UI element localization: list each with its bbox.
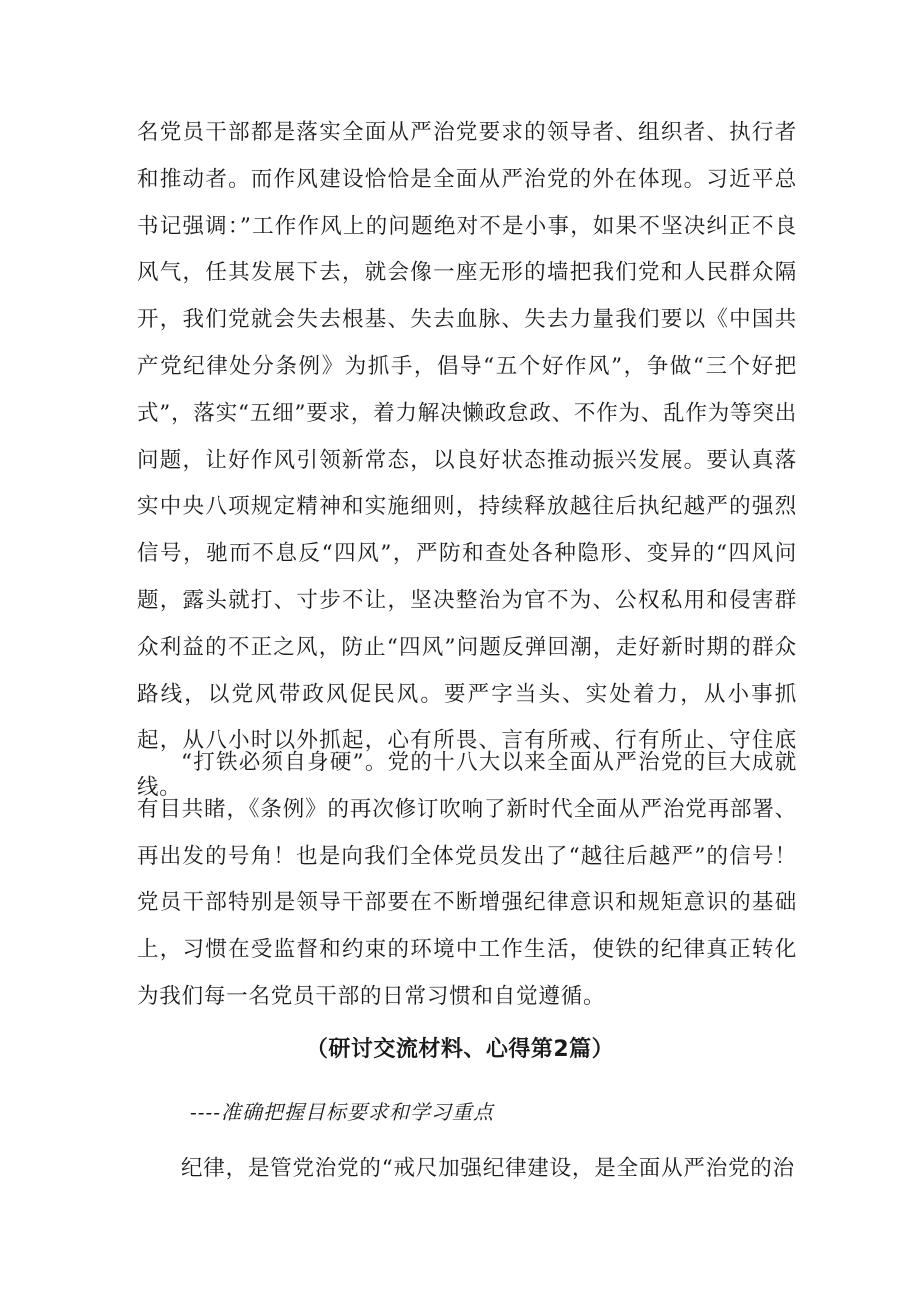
body-paragraph: “打铁必须自身硬”。党的十八大以来全面从严治党的巨大成就有目共睹，《条例》的再次修订吹响了新时代全面从严治党再部署、再出发的号角！也是向我们全体党员发出了“越往后越严”的信号！党员干部特别是领导干部要在不断增强纪律意识和规矩意识的基础上，习惯在受监督和约束的环境中工作生活，使铁的纪律真正转化为我们每一名党员干部的日常习惯和自觉遵循。 — [137, 750, 797, 1009]
body-paragraph: 名党员干部都是落实全面从严治党要求的领导者、组织者、执行者和推动者。而作风建设恰恰是全面从严治党的外在体现。习近平总书记强调：”工作作风上的问题绝对不是小事，如果不坚决纠正不良风气，任其发展下去，就会像一座无形的墙把我们党和人民群众隔开，我们党就会失去根基、失去血脉、失去力量我们要以《中国共产党纪律处分条例》为抓手，倡导“五个好作风”，争做“三个好把式”，落实“五细”要求，着力解决懒政怠政、不作为、乱作为等突出问题，让好作风引领新常态，以良好状态推动振兴发展。要认真落实中央八项规定精神和实施细则，持续释放越往后执纪越严的强烈信号，驰而不息反“四风”，严防和查处各种隐形、变异的“四风问题，露头就打、寸步不让，坚决整治为官不为、公权私用和侵害群众利益的不正之风，防止“四风”问题反弹回潮，走好新时期的群众路线，以党风带政风促民风。要严字当头、实处着力，从小事抓起，从八小时以外抓起，心有所畏、言有所戒、行有所止、守住底线。 — [137, 120, 797, 801]
section-heading: （研讨交流材料、心得第2篇） — [305, 1037, 615, 1062]
body-paragraph: 纪律，是管党治党的“戒尺加强纪律建设，是全面从严治党的治 — [181, 1156, 795, 1181]
section-subtitle: ----准确把握目标要求和学习重点 — [190, 1100, 495, 1124]
